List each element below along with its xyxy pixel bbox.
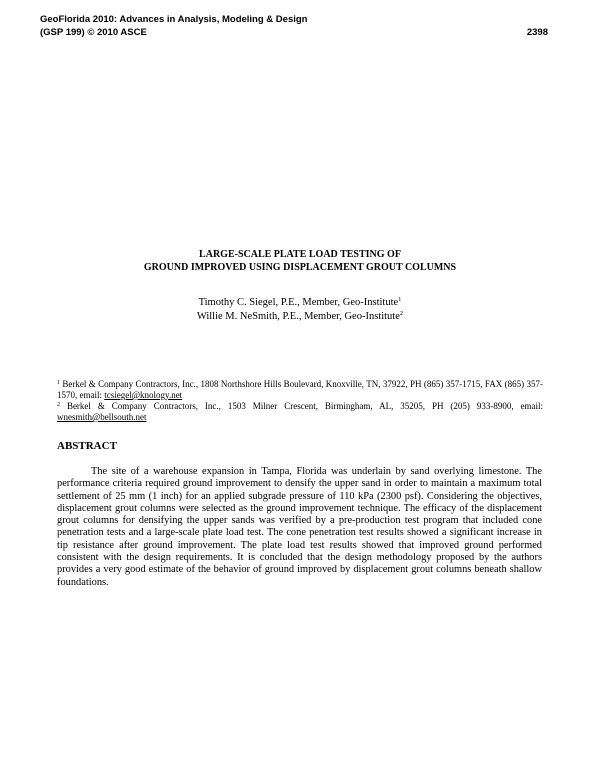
page-number: 2398 bbox=[526, 27, 548, 38]
paper-title bbox=[40, 248, 560, 274]
running-header-series bbox=[40, 27, 548, 39]
affiliation-2 bbox=[57, 401, 543, 423]
abstract-body: The site of a warehouse expansion in Tampa, Florida was underlain by sand overlying limestone. The performance criteria required ground improvement to densify the upper sand in order to maintain a maximum total settlement of 25 mm (1 inch) for an applied subgrade pressure of 110 kPa (2300 psf). Considering the objectives, displacement grout columns were selected as the ground improvement technique. The efficacy of the displacement grout columns for densifying the upper sands was verified by a pre-production test program that included cone penetration tests and a large-scale plate load test. The cone penetration test results showed a significant increase in tip resistance after ground improvement. The plate load test results showed that improved ground performed consistent with the design requirements. It is concluded that the design methodology proposed by the authors provides a very good estimate of the behavior of ground improved by displacement grout columns beneath shallow foundations. bbox=[57, 466, 542, 588]
author-1-mark: 1 bbox=[398, 296, 402, 303]
author-1 bbox=[40, 296, 560, 310]
title-line-1: LARGE-SCALE PLATE LOAD TESTING OF bbox=[199, 249, 401, 260]
title-line-2: GROUND IMPROVED USING DISPLACEMENT GROUT COLUMNS bbox=[143, 262, 457, 273]
affiliation-1-text: Berkel & Company Contractors, Inc., 1808 Northshore Hills Boulevard, Knoxville, TN, 37922, PH (865) 357-1715, FAX (865) 357-1570, email: bbox=[57, 379, 544, 400]
author-list bbox=[40, 296, 560, 324]
affiliation-1 bbox=[57, 379, 543, 401]
author-1-name: Timothy C. Siegel, P.E., Member, Geo-Institute bbox=[198, 297, 399, 308]
series-copyright: (GSP 199) © 2010 ASCE bbox=[40, 27, 147, 38]
affiliation-2-email-link[interactable]: wnesmith@bellsouth.net bbox=[57, 412, 147, 422]
author-2 bbox=[40, 310, 560, 324]
affiliation-1-email-link[interactable]: tcsiegel@knology.net bbox=[104, 390, 183, 400]
affiliation-2-mark: 2 bbox=[57, 402, 60, 408]
author-2-name: Willie M. NeSmith, P.E., Member, Geo-Institute bbox=[196, 311, 400, 322]
running-header-title: GeoFlorida 2010: Advances in Analysis, Modeling & Design bbox=[40, 14, 308, 25]
abstract-heading: ABSTRACT bbox=[57, 440, 117, 452]
affiliations bbox=[57, 379, 543, 423]
author-2-mark: 2 bbox=[399, 310, 404, 317]
affiliation-1-mark: 1 bbox=[57, 380, 60, 386]
affiliation-2-text: Berkel & Company Contractors, Inc., 1503 Milner Crescent, Birmingham, AL, 35205, PH (205) 933-8900, email: bbox=[66, 401, 543, 411]
